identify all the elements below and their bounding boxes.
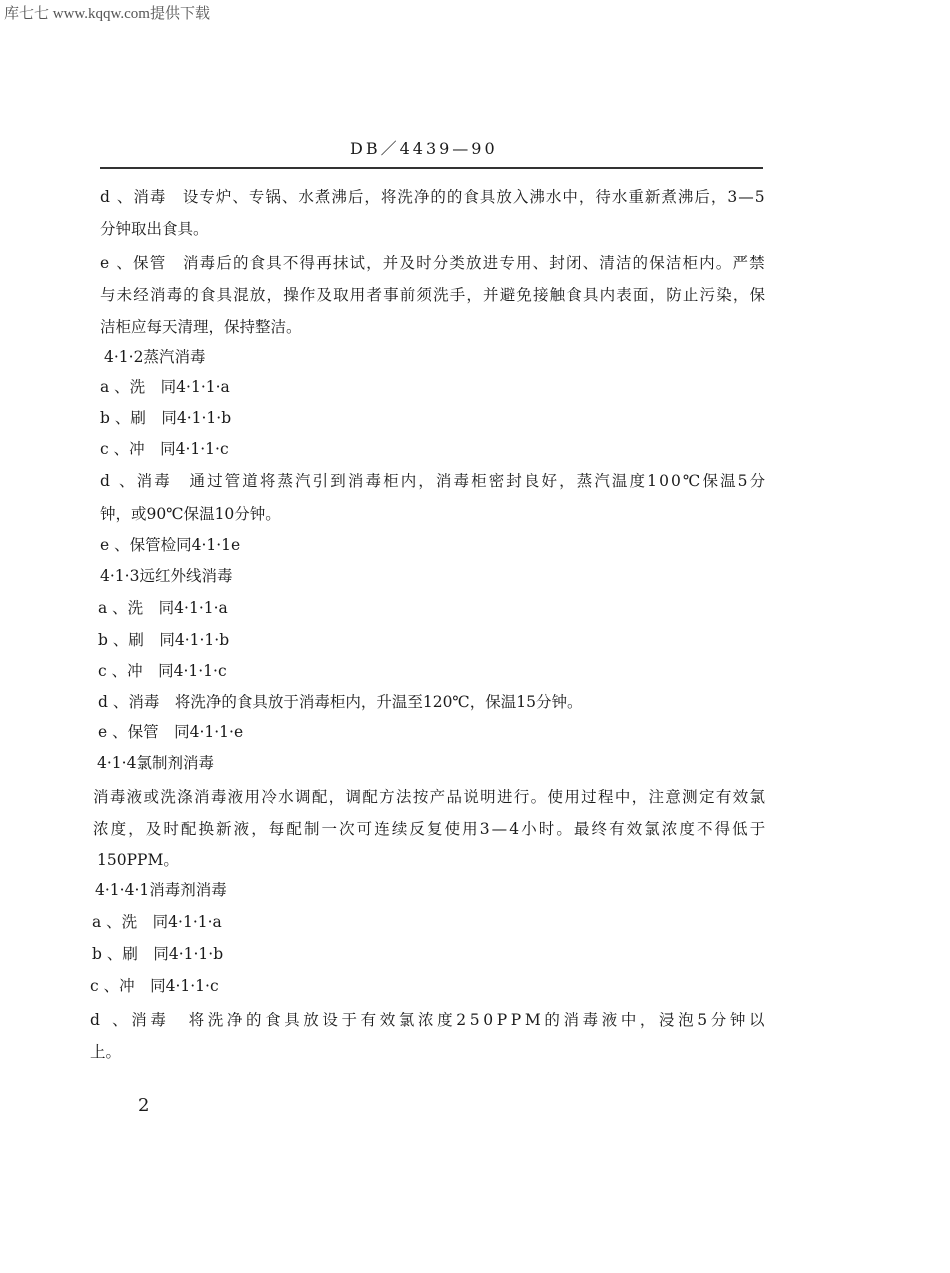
section-heading: 4·1·3远红外线消毒 bbox=[100, 567, 233, 585]
section-heading: 4·1·4·1消毒剂消毒 bbox=[95, 881, 227, 899]
text-line: b 、刷 同4·1·1·b bbox=[98, 631, 230, 649]
text-line: c 、冲 同4·1·1·c bbox=[98, 662, 227, 680]
text-line: 消毒液或洗涤消毒液用冷水调配，调配方法按产品说明进行。使用过程中，注意测定有效氯 bbox=[93, 788, 767, 806]
text-line: d 、消毒 将洗净的食具放于消毒柜内，升温至120℃，保温15分钟。 bbox=[98, 693, 583, 711]
document-code-header: DB／4439—90 bbox=[350, 139, 498, 158]
text-line: c 、冲 同4·1·1·c bbox=[100, 440, 229, 458]
section-heading: 4·1·4氯制剂消毒 bbox=[97, 754, 214, 772]
text-line: a 、洗 同4·1·1·a bbox=[100, 378, 230, 396]
text-line: e 、保管 同4·1·1·e bbox=[98, 723, 244, 741]
section-heading: 4·1·2蒸汽消毒 bbox=[104, 348, 206, 366]
watermark-text: 库七七 www.kqqw.com提供下载 bbox=[4, 6, 210, 22]
page-number: 2 bbox=[138, 1095, 150, 1116]
text-line: d 、消毒 将洗净的食具放设于有效氯浓度250PPM的消毒液中，浸泡5分钟以 bbox=[90, 1011, 769, 1029]
text-line: 浓度，及时配换新液，每配制一次可连续反复使用3—4小时。最终有效氯浓度不得低于 bbox=[93, 820, 768, 838]
text-line: 150PPM。 bbox=[97, 851, 179, 869]
header-rule bbox=[100, 167, 763, 169]
text-line: a 、洗 同4·1·1·a bbox=[98, 599, 228, 617]
text-line: 与未经消毒的食具混放，操作及取用者事前须洗手，并避免接触食具内表面，防止污染，保 bbox=[100, 286, 767, 304]
text-line: d 、消毒 设专炉、专锅、水煮沸后，将洗净的的食具放入沸水中，待水重新煮沸后，3—5 bbox=[100, 188, 766, 206]
text-line: c 、冲 同4·1·1·c bbox=[90, 977, 219, 995]
text-line: e 、保管 消毒后的食具不得再抹试，并及时分类放进专用、封闭、清洁的保洁柜内。严禁 bbox=[100, 254, 766, 272]
text-line: a 、洗 同4·1·1·a bbox=[92, 913, 222, 931]
text-line: e 、保管检同4·1·1e bbox=[100, 536, 241, 554]
text-line: 上。 bbox=[90, 1043, 122, 1061]
text-line: b 、刷 同4·1·1·b bbox=[92, 945, 224, 963]
text-line: b 、刷 同4·1·1·b bbox=[100, 409, 232, 427]
text-line: 钟，或90℃保温10分钟。 bbox=[100, 505, 281, 523]
text-line: d 、消毒 通过管道将蒸汽引到消毒柜内，消毒柜密封良好，蒸汽温度100℃保温5分 bbox=[100, 472, 768, 490]
text-line: 洁柜应每天清理，保持整洁。 bbox=[100, 318, 302, 336]
text-line: 分钟取出食具。 bbox=[100, 220, 209, 238]
